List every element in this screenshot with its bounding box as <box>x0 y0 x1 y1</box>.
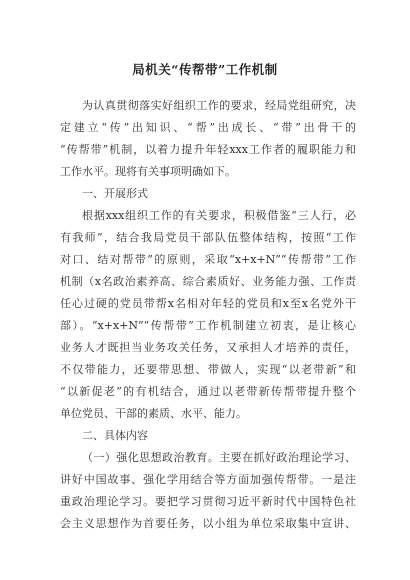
section-1-paragraph <box>60 205 356 425</box>
text-line: 有我师”，结合我局党员干部队伍整体结构，按照“工作 <box>60 231 356 244</box>
section-heading-1: 一、开展形式 <box>82 187 148 200</box>
text-line: 讲好中国故事、强化学用结合等方面加强传帮带。一是注 <box>60 473 356 486</box>
section-heading-2: 二、具体内容 <box>82 429 148 442</box>
text-line: 不仅带能力，还要带思想、带做人，实现“以老带新”和 <box>60 363 356 376</box>
text-line: 根据xxx组织工作的有关要求，积极借鉴“三人行，必 <box>82 209 356 222</box>
text-line: 工作水平。现将有关事项明确如下。 <box>60 165 236 178</box>
section-2-paragraph <box>60 447 356 535</box>
text-line: 定建立“传”出知识、“帮”出成长、“带”出骨干的 <box>60 121 356 134</box>
text-line: 单位党员、干部的素质、水平、能力。 <box>60 407 247 420</box>
text-line: 机制（x名政治素养高、综合素质好、业务能力强、工作责 <box>60 275 356 288</box>
text-line: “传帮带”机制，以着力提升年轻xxx工作者的履职能力和 <box>60 143 356 156</box>
text-line: 重政治理论学习。要把学习贯彻习近平新时代中国特色社 <box>60 495 356 508</box>
text-line: 为认真贯彻落实好组织工作的要求，经局党组研究，决 <box>82 99 356 112</box>
text-line: 任心过硬的党员带帮x名相对年轻的党员和x至x名党外干 <box>60 297 356 310</box>
text-line: 部）。“x+x+N”“传帮带”工作机制建立初衷，是让核心 <box>60 319 356 332</box>
text-line: （一）强化思想政治教育。主要在抓好政治理论学习、 <box>82 451 356 464</box>
text-line: “以新促老”的有机结合，通过以老带新传帮带提升整个 <box>60 385 356 398</box>
text-line: 对口、结对帮带”的原则，采取“x+x+N”“传帮带”工作 <box>60 253 356 266</box>
intro-paragraph <box>60 95 356 183</box>
document-title: 局机关“传帮带”工作机制 <box>132 62 278 77</box>
text-line: 业务人才既担当业务攻关任务，又承担人才培养的责任， <box>60 341 356 354</box>
text-line: 会主义思想作为首要任务，以小组为单位采取集中宣讲、 <box>60 517 356 530</box>
